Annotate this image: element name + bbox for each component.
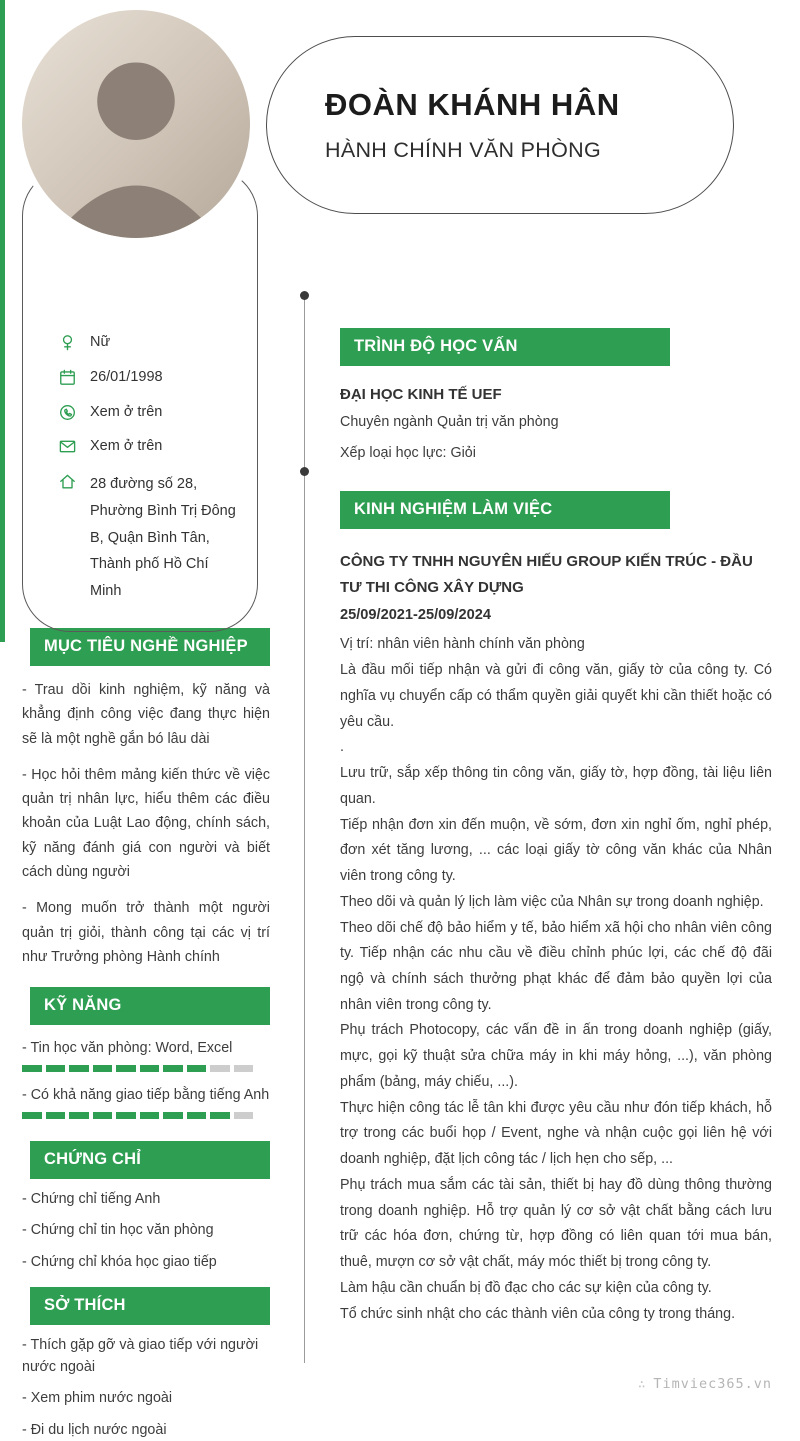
certificate-item: - Chứng chỉ tin học văn phòng [22, 1222, 214, 1239]
skill-bar-segment [93, 1112, 113, 1119]
phone-icon [58, 402, 78, 422]
experience-company: CÔNG TY TNHH NGUYÊN HIẾU GROUP KIẾN TRÚC - ĐẦU TƯ THI CÔNG XÂY DỰNG [340, 552, 753, 596]
home-icon [58, 471, 78, 491]
education-entry [340, 386, 772, 465]
hobby-list [22, 1335, 270, 1441]
skill-bar-segment [69, 1065, 89, 1072]
experience-duty: . [340, 739, 344, 756]
skill-bar-segment [163, 1065, 183, 1072]
experience-duty: Theo dõi và quản lý lịch làm việc của Nhân sự trong doanh nghiệp. [340, 893, 764, 910]
watermark-text: Timviec365.vn [653, 1376, 772, 1392]
header [266, 36, 734, 214]
sidebar [22, 628, 270, 1441]
experience-duty: Làm hậu cần chuẩn bị đồ đạc cho các sự kiện của công ty. [340, 1279, 712, 1296]
skill-bar-segment [163, 1112, 183, 1119]
timeline-divider [304, 295, 305, 1363]
skill-bar-segment [140, 1112, 160, 1119]
section-title: MỤC TIÊU NGHỀ NGHIỆP [44, 637, 248, 655]
experience-duties [340, 658, 772, 1327]
experience-duty: Tiếp nhận đơn xin đến muộn, về sớm, đơn xin nghỉ ốm, nghỉ phép, đơn xét tăng lương, ... các loại giấy tờ công văn khác của Nhân viên trong công ty. [340, 816, 772, 885]
experience-period: 25/09/2021-25/09/2024 [340, 607, 491, 624]
experience-duty: Là đầu mối tiếp nhận và gửi đi công văn, giấy tờ của công ty. Có nghĩa vụ chuyển cấp có thẩm quyền giải quyết khi cần thiết hoặc có yêu cầu. [340, 662, 772, 730]
skill-bar-segment [116, 1065, 136, 1072]
contact-email-value: Xem ở trên [90, 438, 163, 455]
experience-position: Vị trí: nhân viên hành chính văn phòng [340, 635, 585, 652]
main-content [340, 328, 772, 1327]
section-title: KỸ NĂNG [44, 996, 122, 1015]
skill-bar-segment [234, 1065, 254, 1072]
timeline-dot [300, 291, 309, 300]
skill-progress-bar [22, 1112, 270, 1119]
skill-bar-segment [140, 1065, 160, 1072]
contact-gender-value: Nữ [90, 334, 111, 350]
candidate-name: ĐOÀN KHÁNH HÂN [325, 87, 620, 122]
candidate-job-title: HÀNH CHÍNH VĂN PHÒNG [325, 138, 601, 162]
experience-duty: Phụ trách Photocopy, các vấn đề in ấn trong doanh nghiệp (giấy, mực, gọi kỹ thuật sửa chữa máy in khi máy hỏng, ...), văn phòng phẩm (bảng, máy chiếu, ...). [340, 1022, 772, 1090]
watermark-logo-icon: ∴ [638, 1377, 647, 1391]
hobby-item: - Đi du lịch nước ngoài [22, 1421, 167, 1438]
certificate-item: - Chứng chỉ khóa học giao tiếp [22, 1253, 217, 1270]
section-header-education [340, 328, 670, 366]
contact-address-value: 28 đường số 28, Phường Bình Trị Đông B, Quận Bình Tân, Thành phố Hồ Chí Minh [90, 476, 236, 600]
hobby-item: - Xem phim nước ngoài [22, 1390, 173, 1407]
contact-item-email [58, 436, 240, 458]
skill-label: - Có khả năng giao tiếp bằng tiếng Anh [22, 1087, 270, 1104]
contact-item-address [58, 471, 240, 605]
section-header-experience [340, 491, 670, 529]
certificate-item: - Chứng chỉ tiếng Anh [22, 1191, 161, 1208]
education-grade: Xếp loại học lực: Giỏi [340, 444, 476, 461]
education-school: ĐẠI HỌC KINH TẾ UEF [340, 385, 502, 403]
skill-label: - Tin học văn phòng: Word, Excel [22, 1040, 233, 1057]
experience-duty: Tổ chức sinh nhật cho các thành viên của công ty trong tháng. [340, 1305, 736, 1322]
experience-duty: Lưu trữ, sắp xếp thông tin công văn, giấy tờ, hợp đồng, tài liệu liên quan. [340, 765, 772, 807]
section-header-hobbies [30, 1287, 270, 1325]
contact-item-phone [58, 402, 240, 424]
experience-duty: Thực hiện công tác lễ tân khi được yêu cầu như đón tiếp khách, hỗ trợ trong các buổi họp / Event, nghe và nhận cuộc gọi liên hệ với doanh nghiệp, đặt lịch công tác / lịch hẹn cho sếp, ... [340, 1099, 772, 1168]
section-title: SỞ THÍCH [44, 1296, 126, 1315]
section-title: CHỨNG CHỈ [44, 1150, 142, 1169]
experience-duty: Theo dõi chế độ bảo hiểm y tế, bảo hiểm xã hội cho nhân viên công ty. Tiếp nhận các nhu cầu về điều chỉnh phúc lợi, các chế độ đãi ngộ và chính sách thưởng phạt khác để đảm bảo quyền lợi của nhân viên trong công ty. [340, 919, 772, 1013]
certificate-list [22, 1189, 270, 1273]
accent-stripe [0, 0, 5, 642]
skill-bar-segment [210, 1065, 230, 1072]
section-header-skills [30, 987, 270, 1025]
hobby-item: - Thích gặp gỡ và giao tiếp với người nước ngoài [22, 1337, 259, 1375]
experience-duty: Phụ trách mua sắm các tài sản, thiết bị hay đồ dùng thông thường trong doanh nghiệp. Hỗ trợ quản lý cơ sở vật chất bằng cách lưu trữ các hóa đơn, chứng từ, hợp đồng có liên quan tới mua bán, thuê, mượn cơ sở vật chất, máy móc thiết bị trong công ty. [340, 1176, 772, 1271]
skill-bar-segment [46, 1112, 66, 1119]
gender-icon [58, 332, 78, 352]
skill-bar-segment [187, 1065, 207, 1072]
person-silhouette-icon [22, 10, 250, 238]
skill-progress-bar [22, 1065, 270, 1072]
section-header-certificates [30, 1141, 270, 1179]
skill-bar-segment [234, 1112, 254, 1119]
mail-icon [58, 436, 78, 456]
watermark [638, 1376, 772, 1392]
contact-phone-value: Xem ở trên [90, 403, 163, 420]
education-major: Chuyên ngành Quản trị văn phòng [340, 413, 559, 430]
skill-bar-segment [69, 1112, 89, 1119]
objective-item: - Mong muốn trở thành một người quản trị giỏi, thành công tại các vị trí như Trưởng phòng Hành chính [22, 900, 270, 965]
objective-list [22, 678, 270, 969]
skill-item [22, 1087, 270, 1119]
skill-bar-segment [22, 1065, 42, 1072]
contact-item-gender [58, 332, 240, 354]
objective-item: - Học hỏi thêm mảng kiến thức về việc quản trị nhân lực, hiểu thêm các điều khoản của Luật Lao động, chính sách, kỹ năng đánh giá con người và biết cách dùng người [22, 766, 270, 880]
experience-entry [340, 549, 772, 1328]
section-header-objective [30, 628, 270, 666]
timeline-dot [300, 467, 309, 476]
contact-info [58, 332, 240, 618]
profile-photo [16, 4, 256, 244]
skill-bar-segment [210, 1112, 230, 1119]
calendar-icon [58, 367, 78, 387]
section-title: TRÌNH ĐỘ HỌC VẤN [354, 337, 518, 355]
contact-item-birthday [58, 367, 240, 389]
skill-item [22, 1040, 270, 1072]
skill-bar-segment [116, 1112, 136, 1119]
section-title: KINH NGHIỆM LÀM VIỆC [354, 499, 553, 518]
skill-bar-segment [22, 1112, 42, 1119]
skill-bar-segment [187, 1112, 207, 1119]
skill-bar-segment [93, 1065, 113, 1072]
skill-bar-segment [46, 1065, 66, 1072]
contact-birthday-value: 26/01/1998 [90, 368, 163, 385]
objective-item: - Trau dồi kinh nghiệm, kỹ năng và khẳng định công việc đang thực hiện sẽ là một nghề gắn bó lâu dài [22, 681, 270, 747]
